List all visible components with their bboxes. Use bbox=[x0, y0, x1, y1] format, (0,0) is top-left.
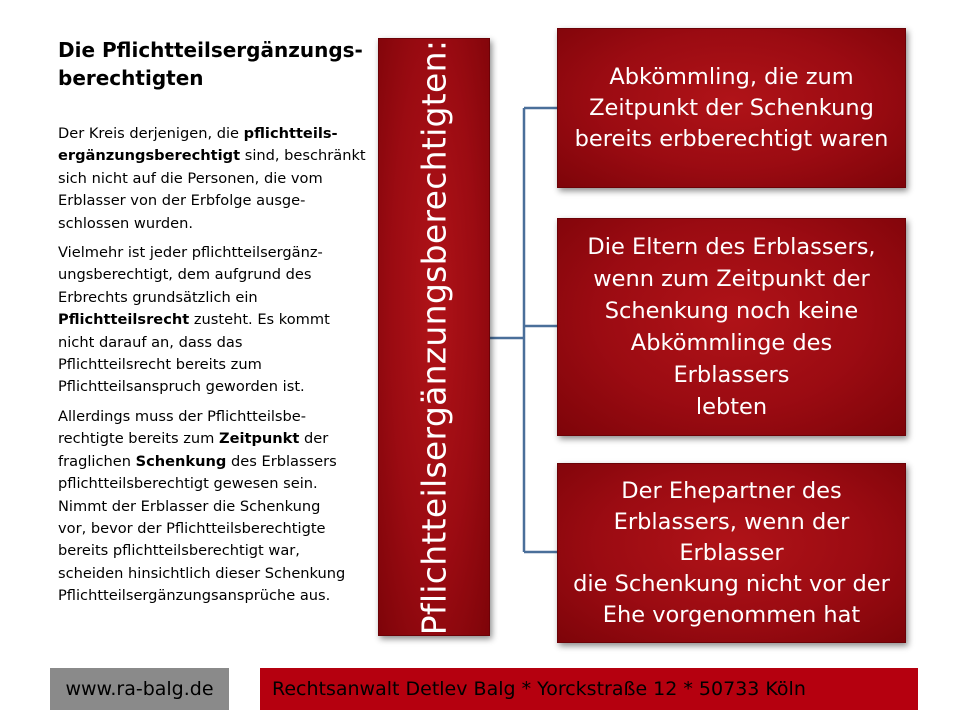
text-run: zusteht. Es kommt nicht darauf an, dass das Pflichtteilsrecht bereits zum Pflichtteilsanspruch geworden ist. bbox=[58, 311, 330, 396]
text-run: des Erblassers pflichtteilsberechtigt gewesen sein. Nimmt der Erblasser die Schenkung vor, bevor der Pflichtteilsberechtigte bereits pflichtteilsberechtigt war, scheiden hinsichtlich dieser Schenkung Pflichtteilsergänzungsansprüche aus. bbox=[58, 452, 346, 605]
diagram-item-3 bbox=[557, 463, 906, 643]
diagram-root-label: Pflichtteilsergänzungsberechtigten: bbox=[414, 39, 454, 635]
text-run: sind, beschränkt sich nicht auf die Personen, die vom Erblasser von der Erbfolge ausge- schlossen wurden. bbox=[58, 147, 366, 232]
slide-title: Die Pflichtteilsergänzungs- berechtigten bbox=[58, 38, 363, 90]
diagram-item-1-text: Abkömmling, die zum Zeitpunkt der Schenkung bereits erbberechtigt waren bbox=[574, 63, 889, 152]
bold-term: Pflichtteilsrecht bbox=[58, 311, 190, 329]
diagram-item-1 bbox=[557, 28, 906, 188]
diagram-root-box bbox=[378, 38, 490, 636]
footer-address: Rechtsanwalt Detlev Balg * Yorckstraße 12 * 50733 Köln bbox=[260, 668, 918, 710]
bold-term: Schenkung bbox=[135, 452, 227, 470]
diagram-item-2-text: Die Eltern des Erblassers, wenn zum Zeitpunkt der Schenkung noch keine Abkömmlinge des Erblassers lebten bbox=[587, 234, 876, 420]
text-run: Der Kreis derjenigen, die bbox=[58, 125, 244, 142]
bold-term: pflichtteils- ergänzungsberechtigt bbox=[58, 125, 338, 165]
text-run: Allerdings muss der Pflichtteilsbe- rechtigte bereits zum bbox=[58, 407, 307, 448]
text-run: Vielmehr ist jeder pflichtteilsergänz- ungsberechtigt, dem aufgrund des Erbrechts grundsätzlich ein bbox=[58, 244, 323, 306]
text-run: der fraglichen bbox=[58, 430, 329, 470]
bold-term: Zeitpunkt bbox=[219, 430, 300, 448]
diagram-item-3-text: Der Ehepartner des Erblassers, wenn der Erblasser die Schenkung nicht vor der Ehe vorgenommen hat bbox=[573, 477, 890, 628]
diagram-item-2 bbox=[557, 218, 906, 436]
footer-website[interactable]: www.ra-balg.de bbox=[50, 668, 229, 710]
